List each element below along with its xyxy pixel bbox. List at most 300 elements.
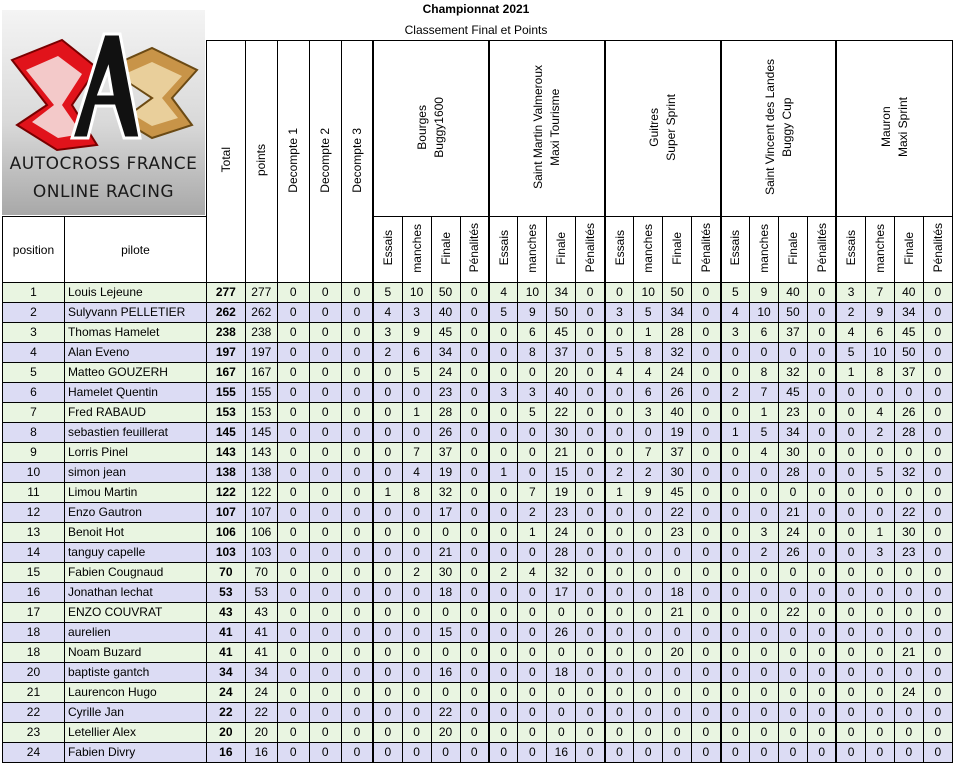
decompte-cell: 0 (309, 623, 341, 643)
penalites-cell: 0 (692, 303, 721, 323)
penalites-cell: 0 (460, 463, 489, 483)
manches-cell: 0 (634, 523, 663, 543)
pilote-cell: ENZO COUVRAT (64, 603, 206, 623)
essais-cell: 0 (836, 543, 865, 563)
manches-cell: 7 (865, 283, 894, 303)
essais-cell: 0 (373, 383, 402, 403)
manches-cell: 3 (402, 303, 431, 323)
penalites-cell: 0 (923, 683, 952, 703)
finale-cell: 40 (779, 283, 808, 303)
table-row (3, 283, 953, 303)
total-cell: 167 (206, 363, 245, 383)
decompte-cell: 0 (309, 283, 341, 303)
decompte-cell: 0 (341, 343, 373, 363)
essais-cell: 0 (605, 283, 634, 303)
finale-cell: 24 (894, 683, 923, 703)
essais-cell: 0 (721, 543, 750, 563)
race-1-finale-header: Finale (431, 217, 460, 283)
manches-cell: 0 (865, 383, 894, 403)
finale-cell: 17 (431, 503, 460, 523)
essais-cell: 0 (836, 703, 865, 723)
pilote-cell: Letellier Alex (64, 723, 206, 743)
penalites-cell: 0 (460, 663, 489, 683)
points-cell: 238 (245, 323, 277, 343)
table-row (3, 603, 953, 623)
essais-cell: 0 (373, 683, 402, 703)
total-cell: 122 (206, 483, 245, 503)
manches-cell: 0 (865, 483, 894, 503)
table-row (3, 423, 953, 443)
race-4-manches-header: manches (750, 217, 779, 283)
manches-cell: 0 (634, 623, 663, 643)
manches-cell: 0 (750, 483, 779, 503)
essais-cell: 0 (489, 343, 518, 363)
essais-cell: 0 (373, 723, 402, 743)
finale-cell: 23 (894, 543, 923, 563)
decompte-cell: 0 (277, 443, 309, 463)
manches-cell: 8 (402, 483, 431, 503)
essais-cell: 0 (605, 503, 634, 523)
pilote-cell: Lorris Pinel (64, 443, 206, 463)
total-cell: 24 (206, 683, 245, 703)
standings-rows (3, 283, 953, 763)
decompte-cell: 0 (309, 563, 341, 583)
essais-cell: 5 (605, 343, 634, 363)
manches-cell: 0 (634, 563, 663, 583)
finale-cell: 0 (779, 683, 808, 703)
logo-text-line1: AUTOCROSS FRANCE (9, 154, 198, 174)
decompte-cell: 0 (309, 343, 341, 363)
essais-cell: 0 (373, 643, 402, 663)
essais-cell: 5 (836, 343, 865, 363)
penalites-cell: 0 (923, 343, 952, 363)
essais-cell: 0 (373, 503, 402, 523)
penalites-cell: 0 (576, 303, 605, 323)
position-cell: 13 (3, 523, 65, 543)
finale-cell: 0 (894, 603, 923, 623)
essais-cell: 0 (489, 743, 518, 763)
essais-cell: 0 (836, 563, 865, 583)
essais-cell: 0 (373, 563, 402, 583)
race-4-finale-header: Finale (779, 217, 808, 283)
penalites-cell: 0 (807, 363, 836, 383)
finale-cell: 0 (663, 723, 692, 743)
race-4-penalites-header: Pénalités (807, 217, 836, 283)
finale-cell: 0 (894, 703, 923, 723)
table-row (3, 363, 953, 383)
essais-cell: 0 (373, 583, 402, 603)
essais-cell: 2 (489, 563, 518, 583)
decompte-cell: 0 (277, 563, 309, 583)
penalites-cell: 0 (576, 683, 605, 703)
penalites-cell: 0 (460, 283, 489, 303)
finale-cell: 0 (779, 623, 808, 643)
total-cell: 41 (206, 623, 245, 643)
penalites-cell: 0 (460, 423, 489, 443)
manches-cell: 0 (750, 603, 779, 623)
penalites-cell: 0 (460, 703, 489, 723)
essais-cell: 5 (373, 283, 402, 303)
essais-cell: 0 (373, 403, 402, 423)
finale-cell: 23 (663, 523, 692, 543)
manches-cell: 0 (634, 723, 663, 743)
total-cell: 70 (206, 563, 245, 583)
penalites-cell: 0 (692, 623, 721, 643)
position-cell: 4 (3, 343, 65, 363)
decompte-cell: 0 (341, 303, 373, 323)
essais-cell: 0 (605, 703, 634, 723)
position-cell: 10 (3, 463, 65, 483)
finale-cell: 0 (547, 603, 576, 623)
race-header-saint-vincent-des-landes: Saint Vincent des Landes Buggy Cup (721, 41, 837, 217)
finale-cell: 22 (547, 403, 576, 423)
decompte-cell: 0 (309, 543, 341, 563)
essais-cell: 0 (605, 443, 634, 463)
decompte-cell: 0 (309, 683, 341, 703)
finale-cell: 45 (894, 323, 923, 343)
penalites-cell: 0 (807, 583, 836, 603)
finale-cell: 0 (894, 663, 923, 683)
position-cell: 6 (3, 383, 65, 403)
penalites-cell: 0 (923, 703, 952, 723)
position-cell: 3 (3, 323, 65, 343)
total-cell: 41 (206, 643, 245, 663)
manches-cell: 6 (518, 323, 547, 343)
points-cell: 138 (245, 463, 277, 483)
essais-cell: 1 (489, 463, 518, 483)
penalites-cell: 0 (923, 423, 952, 443)
essais-cell: 0 (836, 403, 865, 423)
decompte-cell: 0 (277, 403, 309, 423)
penalites-cell: 0 (692, 643, 721, 663)
finale-cell: 0 (663, 623, 692, 643)
points-cell: 153 (245, 403, 277, 423)
pilote-cell: Enzo Gautron (64, 503, 206, 523)
finale-cell: 0 (779, 723, 808, 743)
penalites-cell: 0 (692, 343, 721, 363)
essais-cell: 5 (721, 283, 750, 303)
finale-cell: 21 (894, 643, 923, 663)
essais-cell: 0 (721, 523, 750, 543)
pilote-cell: Hamelet Quentin (64, 383, 206, 403)
penalites-cell: 0 (576, 483, 605, 503)
manches-cell: 4 (634, 363, 663, 383)
total-cell: 43 (206, 603, 245, 623)
manches-cell: 0 (402, 543, 431, 563)
race-3-essais-header: Essais (605, 217, 634, 283)
penalites-cell: 0 (576, 603, 605, 623)
race-header-bourges: Bourges Buggy1600 (373, 41, 489, 217)
finale-cell: 28 (779, 463, 808, 483)
manches-cell: 7 (402, 443, 431, 463)
total-cell: 262 (206, 303, 245, 323)
decompte-cell: 0 (309, 643, 341, 663)
penalites-cell: 0 (923, 523, 952, 543)
decompte-cell: 0 (309, 443, 341, 463)
penalites-cell: 0 (460, 583, 489, 603)
finale-cell: 23 (431, 383, 460, 403)
manches-cell: 0 (865, 723, 894, 743)
points-cell: 197 (245, 343, 277, 363)
finale-cell: 0 (894, 723, 923, 743)
table-row (3, 463, 953, 483)
manches-cell: 0 (750, 643, 779, 663)
points-cell: 20 (245, 723, 277, 743)
essais-cell: 0 (721, 703, 750, 723)
table-row (3, 403, 953, 423)
finale-cell: 30 (663, 463, 692, 483)
race-header-guitres: Guitres Super Sprint (605, 41, 721, 217)
pilote-cell: Benoit Hot (64, 523, 206, 543)
essais-cell: 4 (836, 323, 865, 343)
col-decompte2-header: Decompte 2 (309, 41, 341, 283)
finale-cell: 19 (663, 423, 692, 443)
finale-cell: 22 (431, 703, 460, 723)
essais-cell: 2 (721, 383, 750, 403)
decompte-cell: 0 (341, 463, 373, 483)
points-cell: 70 (245, 563, 277, 583)
decompte-cell: 0 (277, 723, 309, 743)
decompte-cell: 0 (341, 683, 373, 703)
points-cell: 155 (245, 383, 277, 403)
manches-cell: 8 (634, 343, 663, 363)
finale-cell: 34 (547, 283, 576, 303)
essais-cell: 0 (605, 423, 634, 443)
manches-cell: 4 (750, 443, 779, 463)
penalites-cell: 0 (923, 483, 952, 503)
penalites-cell: 0 (576, 463, 605, 483)
race-5-manches-header: manches (865, 217, 894, 283)
decompte-cell: 0 (341, 323, 373, 343)
finale-cell: 26 (663, 383, 692, 403)
essais-cell: 0 (489, 483, 518, 503)
manches-cell: 0 (402, 583, 431, 603)
manches-cell: 0 (402, 523, 431, 543)
penalites-cell: 0 (923, 363, 952, 383)
race-2-manches-header: manches (518, 217, 547, 283)
points-cell: 34 (245, 663, 277, 683)
manches-cell: 0 (518, 643, 547, 663)
race-2-penalites-header: Pénalités (576, 217, 605, 283)
table-row (3, 383, 953, 403)
finale-cell: 50 (779, 303, 808, 323)
essais-cell: 2 (373, 343, 402, 363)
decompte-cell: 0 (277, 463, 309, 483)
manches-cell: 6 (402, 343, 431, 363)
race-1-manches-header: manches (402, 217, 431, 283)
essais-cell: 0 (605, 403, 634, 423)
decompte-cell: 0 (341, 523, 373, 543)
decompte-cell: 0 (277, 543, 309, 563)
essais-cell: 0 (605, 383, 634, 403)
manches-cell: 0 (750, 583, 779, 603)
penalites-cell: 0 (576, 343, 605, 363)
finale-cell: 28 (431, 403, 460, 423)
essais-cell: 4 (373, 303, 402, 323)
manches-cell: 0 (402, 423, 431, 443)
penalites-cell: 0 (807, 463, 836, 483)
penalites-cell: 0 (576, 323, 605, 343)
penalites-cell: 0 (460, 743, 489, 763)
points-cell: 41 (245, 643, 277, 663)
essais-cell: 0 (721, 723, 750, 743)
penalites-cell: 0 (692, 523, 721, 543)
essais-cell: 0 (836, 603, 865, 623)
penalites-cell: 0 (692, 723, 721, 743)
penalites-cell: 0 (692, 543, 721, 563)
finale-cell: 0 (431, 643, 460, 663)
essais-cell: 0 (721, 683, 750, 703)
position-cell: 15 (3, 563, 65, 583)
decompte-cell: 0 (309, 703, 341, 723)
manches-cell: 5 (750, 423, 779, 443)
points-cell: 53 (245, 583, 277, 603)
penalites-cell: 0 (923, 303, 952, 323)
decompte-cell: 0 (277, 283, 309, 303)
penalites-cell: 0 (460, 683, 489, 703)
page-subtitle: Classement Final et Points (404, 23, 548, 37)
decompte-cell: 0 (277, 483, 309, 503)
manches-cell: 0 (865, 583, 894, 603)
essais-cell: 1 (605, 483, 634, 503)
finale-cell: 40 (431, 303, 460, 323)
penalites-cell: 0 (576, 563, 605, 583)
manches-cell: 1 (402, 403, 431, 423)
essais-cell: 4 (605, 363, 634, 383)
position-cell: 12 (3, 503, 65, 523)
race-3-penalites-header: Pénalités (692, 217, 721, 283)
pilote-cell: Sulyvann PELLETIER (64, 303, 206, 323)
penalites-cell: 0 (807, 423, 836, 443)
decompte-cell: 0 (341, 363, 373, 383)
essais-cell: 0 (836, 743, 865, 763)
manches-cell: 9 (750, 283, 779, 303)
penalites-cell: 0 (923, 623, 952, 643)
decompte-cell: 0 (341, 743, 373, 763)
penalites-cell: 0 (923, 663, 952, 683)
decompte-cell: 0 (341, 383, 373, 403)
penalites-cell: 0 (923, 383, 952, 403)
finale-cell: 0 (779, 563, 808, 583)
essais-cell: 0 (836, 583, 865, 603)
manches-cell: 0 (634, 543, 663, 563)
decompte-cell: 0 (309, 503, 341, 523)
race-header-saint-martin-valmeroux: Saint Martin Valmeroux Maxi Tourisme (489, 41, 605, 217)
manches-cell: 0 (518, 623, 547, 643)
penalites-cell: 0 (576, 703, 605, 723)
finale-cell: 24 (779, 523, 808, 543)
finale-cell: 24 (431, 363, 460, 383)
essais-cell: 0 (721, 583, 750, 603)
finale-cell: 0 (547, 723, 576, 743)
race-5-penalites-header: Pénalités (923, 217, 952, 283)
position-cell: 21 (3, 683, 65, 703)
finale-cell: 0 (663, 563, 692, 583)
essais-cell: 2 (836, 303, 865, 323)
manches-cell: 0 (634, 743, 663, 763)
manches-cell: 0 (402, 703, 431, 723)
essais-cell: 2 (605, 463, 634, 483)
penalites-cell: 0 (576, 723, 605, 743)
finale-cell: 0 (431, 603, 460, 623)
col-position-header: position (3, 217, 65, 283)
essais-cell: 0 (836, 683, 865, 703)
essais-cell: 3 (373, 323, 402, 343)
essais-cell: 0 (489, 403, 518, 423)
essais-cell: 0 (605, 523, 634, 543)
points-cell: 43 (245, 603, 277, 623)
penalites-cell: 0 (692, 743, 721, 763)
table-row (3, 703, 953, 723)
essais-cell: 4 (721, 303, 750, 323)
race-1-penalites-header: Pénalités (460, 217, 489, 283)
race-5-essais-header: Essais (836, 217, 865, 283)
position-cell: 20 (3, 663, 65, 683)
pilote-cell: Fabien Cougnaud (64, 563, 206, 583)
penalites-cell: 0 (692, 363, 721, 383)
penalites-cell: 0 (460, 563, 489, 583)
penalites-cell: 0 (576, 283, 605, 303)
points-cell: 145 (245, 423, 277, 443)
penalites-cell: 0 (576, 583, 605, 603)
finale-cell: 34 (894, 303, 923, 323)
penalites-cell: 0 (460, 723, 489, 743)
penalites-cell: 0 (460, 383, 489, 403)
finale-cell: 22 (894, 503, 923, 523)
total-cell: 155 (206, 383, 245, 403)
essais-cell: 0 (721, 483, 750, 503)
essais-cell: 0 (836, 663, 865, 683)
manches-cell: 8 (750, 363, 779, 383)
essais-cell: 0 (836, 643, 865, 663)
decompte-cell: 0 (277, 703, 309, 723)
manches-cell: 0 (518, 723, 547, 743)
essais-cell: 0 (721, 663, 750, 683)
finale-cell: 34 (663, 303, 692, 323)
finale-cell: 26 (894, 403, 923, 423)
total-cell: 106 (206, 523, 245, 543)
decompte-cell: 0 (341, 503, 373, 523)
decompte-cell: 0 (309, 523, 341, 543)
finale-cell: 20 (431, 723, 460, 743)
total-cell: 107 (206, 503, 245, 523)
decompte-cell: 0 (277, 363, 309, 383)
manches-cell: 0 (865, 563, 894, 583)
manches-cell: 0 (402, 643, 431, 663)
pilote-cell: Fred RABAUD (64, 403, 206, 423)
finale-cell: 45 (431, 323, 460, 343)
manches-cell: 10 (750, 303, 779, 323)
essais-cell: 0 (605, 583, 634, 603)
penalites-cell: 0 (460, 523, 489, 543)
position-cell: 18 (3, 643, 65, 663)
finale-cell: 28 (894, 423, 923, 443)
penalites-cell: 0 (576, 363, 605, 383)
position-cell: 18 (3, 623, 65, 643)
essais-cell: 0 (721, 343, 750, 363)
finale-cell: 0 (547, 643, 576, 663)
points-cell: 143 (245, 443, 277, 463)
manches-cell: 6 (634, 383, 663, 403)
essais-cell: 0 (605, 743, 634, 763)
penalites-cell: 0 (923, 503, 952, 523)
essais-cell: 0 (373, 743, 402, 763)
essais-cell: 4 (489, 283, 518, 303)
penalites-cell: 0 (692, 663, 721, 683)
manches-cell: 0 (634, 683, 663, 703)
penalites-cell: 0 (692, 483, 721, 503)
finale-cell: 0 (894, 563, 923, 583)
